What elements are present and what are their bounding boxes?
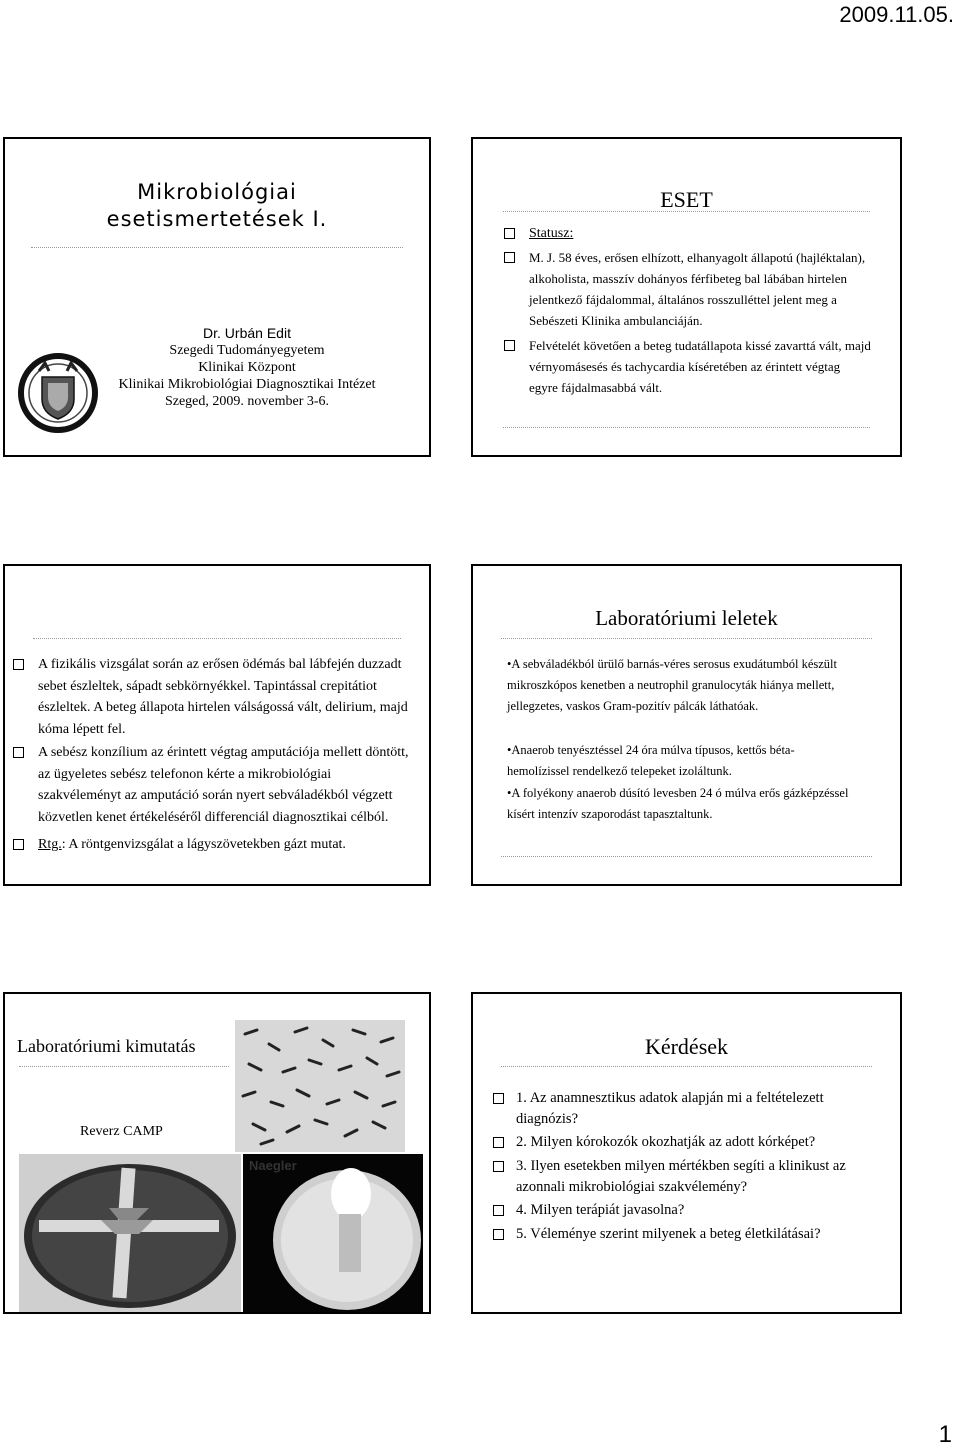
footer-divider bbox=[501, 856, 872, 857]
rtg-text: : A röntgenvizsgálat a lágyszövetekben gázt mutat. bbox=[61, 837, 346, 852]
title-line-1: Mikrobiológiai bbox=[137, 180, 297, 204]
checkbox-bullet-icon bbox=[13, 839, 24, 850]
affiliation-university: Szegedi Tudományegyetem bbox=[169, 343, 325, 358]
slide-lab-detection bbox=[3, 992, 431, 1314]
date-place: Szeged, 2009. november 3-6. bbox=[164, 394, 330, 409]
lab-paragraph: •A folyékony anaerob dúsító levesben 24 ó múlva erős gázképzéssel kísért intenzív szaporodást tapasztaltunk. bbox=[507, 786, 849, 821]
slide-clinical-findings: A fizikális vizsgálat során az erősen ödémás bal lábfején duzzadt sebet észleltek, sápadt sebkörnyékkel. Tapintással crepitátiot észleltek. A beteg állapota hirtelen válságossá vált, delirium, majd kóma lépett fel. A sebész konzílium az érintett végtag amputációja mellett döntött, az ügyeletes sebész telefonon kérte a mikrobiológiai szakvéleményt az amputáció során nyert sebváladékból végzett közvetlen kenet értékeléséről differenciál diagnosztikai célból. Rtg.: A röntgenvizsgálat a lágyszövetekben gázt mutat. bbox=[3, 564, 431, 886]
university-seal-icon bbox=[9, 353, 107, 433]
checkbox-bullet-icon bbox=[504, 252, 515, 263]
page-date: 2009.11.05. bbox=[839, 2, 954, 27]
slide-title: Laboratóriumi kimutatás bbox=[17, 1036, 196, 1056]
naegler-plate-image bbox=[243, 1154, 423, 1312]
checkbox-bullet-icon bbox=[13, 659, 24, 670]
reverse-camp-plate-image bbox=[19, 1154, 241, 1312]
author-name: Dr. Urbán Edit bbox=[203, 325, 291, 341]
gram-stain-microscopy-image bbox=[235, 1020, 405, 1152]
presentation-title bbox=[5, 179, 429, 233]
lab-paragraph: •A sebváladékból ürülő barnás-véres serosus exudátumból készült mikroszkópos kenetben a neutrophil granulocyták hiánya mellett, jellegzetes, vaskos Gram-pozitív pálcák láthatóak. bbox=[507, 657, 837, 713]
affiliation-institute: Klinikai Mikrobiológiai Diagnosztikai Intézet bbox=[118, 377, 376, 392]
checkbox-bullet-icon bbox=[13, 747, 24, 758]
slide-title: ESET bbox=[660, 187, 713, 212]
lab-paragraph: •Anaerob tenyésztéssel 24 óra múlva típusos, kettős béta-hemolízissel rendelkező telepeket izoláltunk. bbox=[507, 743, 795, 778]
checkbox-bullet-icon bbox=[504, 228, 515, 239]
slide-title: Laboratóriumi leletek bbox=[595, 606, 778, 630]
checkbox-bullet-icon bbox=[493, 1093, 504, 1104]
reverse-camp-label: Reverz CAMP bbox=[80, 1124, 163, 1139]
checkbox-bullet-icon bbox=[493, 1161, 504, 1172]
checkbox-bullet-icon bbox=[504, 340, 515, 351]
footer-divider bbox=[503, 427, 870, 428]
title-divider bbox=[33, 638, 401, 639]
slide-title-page bbox=[3, 137, 431, 457]
naegler-label: Naegler bbox=[249, 1158, 297, 1173]
title-divider bbox=[501, 1066, 872, 1067]
page-number: 1 bbox=[938, 1421, 952, 1448]
title-divider bbox=[503, 211, 870, 212]
title-divider bbox=[19, 1066, 229, 1067]
checkbox-bullet-icon bbox=[493, 1205, 504, 1216]
title-divider bbox=[501, 638, 872, 639]
slide-eset: ESET Statusz: M. J. 58 éves, erősen elhízott, elhanyagolt állapotú (hajléktalan), alkoholista, masszív dohányos férfibeteg bal lábában hirtelen jelentkező fájdalommal, általános rosszulléttel jelent meg a Sebészeti Klinika ambulanciáján. Felvételét követően a beteg tudatállapota kissé zavarttá vált, majd vérnyomásesés és tachycardia kíséretében az érintett végtag egyre fájdalmasabbá vált. bbox=[471, 137, 902, 457]
title-line-2: esetismertetések I. bbox=[106, 207, 328, 231]
slide-lab-results bbox=[471, 564, 902, 886]
slide-questions: Kérdések 1. Az anamnesztikus adatok alapján mi a feltételezett diagnózis? 2. Milyen kórokozók okozhatják az adott kórképet? 3. Ilyen esetekben milyen mértékben segíti a klinikust az azonnali mikrobiológiai szakvélemény? 4. Milyen terápiát javasolna? 5. Véleménye szerint milyenek a beteg életkilátásai? bbox=[471, 992, 902, 1314]
author-block bbox=[65, 325, 429, 410]
title-divider bbox=[31, 247, 403, 248]
checkbox-bullet-icon bbox=[493, 1229, 504, 1240]
checkbox-bullet-icon bbox=[493, 1137, 504, 1148]
slide-title: Kérdések bbox=[644, 1034, 729, 1059]
affiliation-center: Klinikai Központ bbox=[198, 360, 296, 375]
rtg-label: Rtg. bbox=[38, 837, 62, 852]
